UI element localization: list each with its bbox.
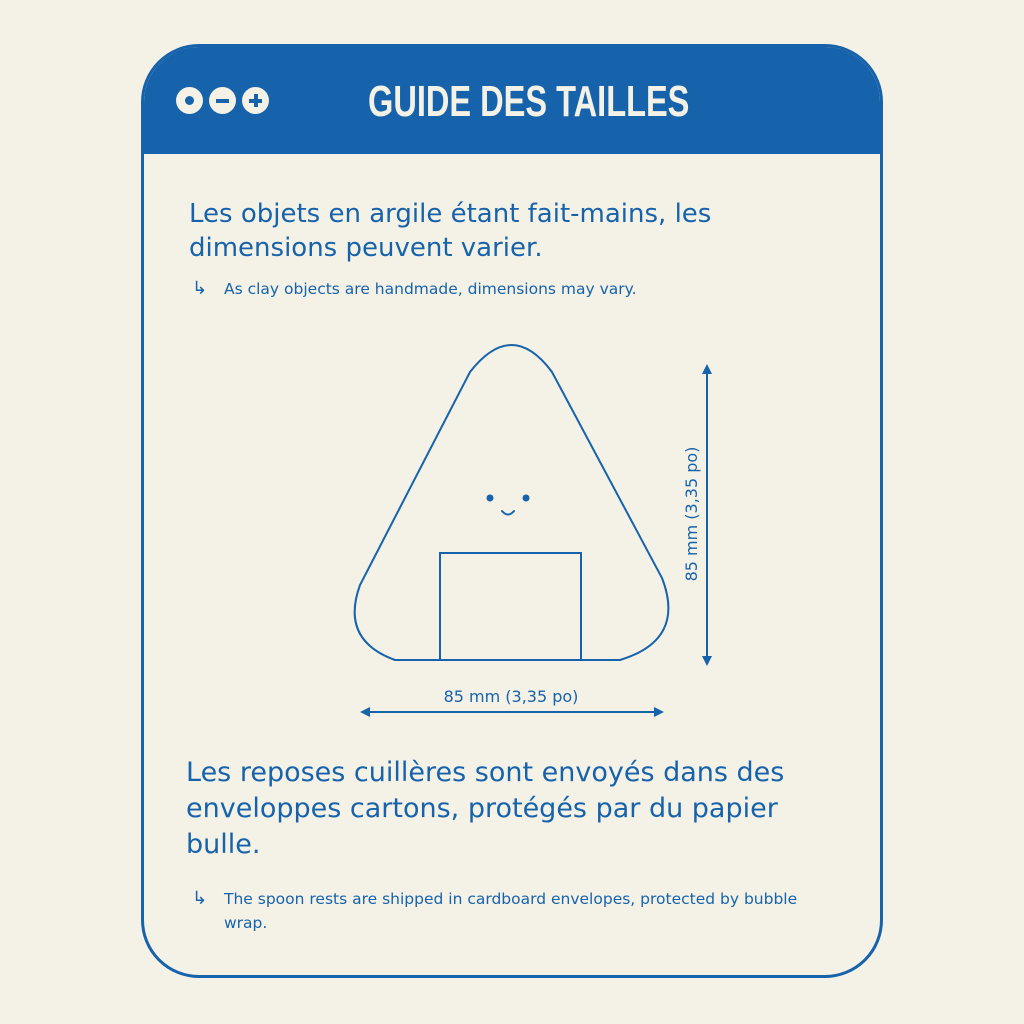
- width-dimension: [362, 687, 662, 712]
- window-title: GUIDE DES TAILLES: [368, 77, 690, 126]
- intro-text-fr: Les objets en argile étant fait-mains, les dimensions peuvent varier.: [189, 199, 712, 263]
- onigiri-icon: [355, 345, 669, 660]
- arrow-return-icon: ↳: [192, 888, 208, 909]
- height-dimension: [682, 366, 707, 664]
- nori-seaweed: [440, 553, 581, 660]
- smile: [502, 511, 514, 515]
- arrow-return-icon: ↳: [192, 278, 208, 299]
- intro-text-en: As clay objects are handmade, dimensions may vary.: [224, 280, 637, 298]
- height-label: 85 mm (3,35 po): [682, 446, 701, 582]
- shipping-text-fr: Les reposes cuillères sont envoyés dans des enveloppes cartons, protégés par du papier bulle.: [186, 757, 785, 860]
- right-eye: [523, 495, 530, 502]
- left-eye: [487, 495, 494, 502]
- shipping-text-en: The spoon rests are shipped in cardboard envelopes, protected by bubble wrap.: [224, 890, 798, 932]
- width-label: 85 mm (3,35 po): [443, 687, 579, 706]
- onigiri-outline: [355, 345, 669, 660]
